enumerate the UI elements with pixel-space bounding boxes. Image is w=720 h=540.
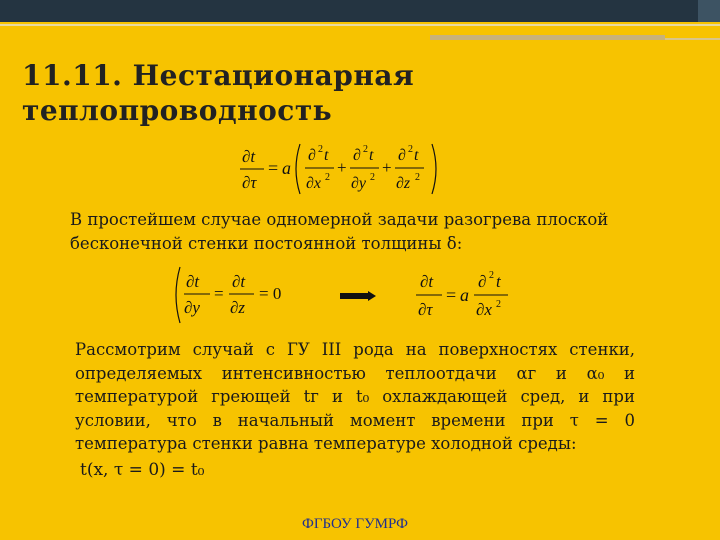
svg-text:=: =: [268, 158, 279, 178]
boundary-condition-paragraph: [75, 338, 635, 456]
svg-text:t: t: [414, 147, 419, 164]
svg-text:∂z: ∂z: [396, 175, 411, 192]
paragraph-line: Рассмотрим случай с ГУ III рода на поверхностях стенки,: [75, 340, 635, 359]
svg-text:t: t: [324, 147, 329, 164]
slide-title-line1: 11.11. Нестационарная: [22, 59, 415, 92]
svg-text:a: a: [282, 158, 291, 178]
heat-equation-formula: [238, 138, 448, 200]
header-bar-dark: [0, 0, 700, 22]
paragraph-line: температура стенки равна температуре холодной среды:: [75, 434, 577, 453]
svg-text:∂x: ∂x: [306, 175, 322, 192]
svg-text:+: +: [337, 158, 347, 177]
svg-text:t: t: [369, 147, 374, 164]
svg-text:2: 2: [489, 270, 494, 281]
svg-text:∂t: ∂t: [420, 272, 434, 291]
intro-line1: В простейшем случае одномерной задачи разогрева плоской: [70, 210, 609, 229]
svg-text:t: t: [496, 272, 501, 291]
planar-condition-formula: [172, 265, 302, 325]
svg-text:2: 2: [318, 144, 323, 155]
implies-arrow-icon: [340, 291, 376, 301]
slide-title-line2: теплопроводность: [22, 94, 333, 127]
header-accent-rule: [430, 35, 665, 40]
svg-text:a: a: [460, 285, 469, 305]
svg-text:∂t: ∂t: [242, 147, 256, 166]
one-dim-heat-equation-formula: [414, 265, 524, 325]
svg-text:∂t: ∂t: [232, 272, 246, 291]
header-rule: [0, 24, 720, 26]
svg-text:2: 2: [408, 144, 413, 155]
svg-text:∂: ∂: [478, 272, 487, 291]
svg-text:2: 2: [363, 144, 368, 155]
svg-text:= 0: = 0: [259, 284, 282, 303]
svg-text:+: +: [382, 158, 392, 177]
header-bar-corner: [698, 0, 720, 22]
svg-text:2: 2: [325, 172, 330, 183]
paragraph-line: температурой греющей tг и t₀ охлаждающей сред, и при: [75, 387, 635, 406]
footer-organization: ФГБОУ ГУМРФ: [302, 516, 408, 532]
svg-text:∂τ: ∂τ: [418, 300, 433, 319]
initial-condition: t(x, τ = 0) = t₀: [80, 460, 205, 480]
svg-text:∂: ∂: [398, 147, 406, 164]
intro-line2: бесконечной стенки постоянной толщины δ:: [70, 234, 463, 253]
svg-text:∂z: ∂z: [230, 298, 246, 317]
intro-paragraph: [70, 208, 630, 256]
header-accent-rule-end: [665, 38, 720, 40]
svg-text:∂: ∂: [308, 147, 316, 164]
slide-title: [22, 58, 582, 128]
svg-text:∂x: ∂x: [476, 300, 492, 319]
svg-text:∂t: ∂t: [186, 272, 200, 291]
svg-text:2: 2: [370, 172, 375, 183]
svg-text:=: =: [214, 284, 224, 303]
paragraph-line: условии, что в начальный момент времени при τ = 0: [75, 410, 635, 430]
paragraph-line: определяемых интенсивностью теплоотдачи αг и α₀ и: [75, 363, 635, 383]
svg-text:2: 2: [496, 299, 501, 310]
svg-text:∂: ∂: [353, 147, 361, 164]
svg-text:∂τ: ∂τ: [242, 173, 257, 192]
svg-text:=: =: [446, 285, 457, 305]
svg-text:2: 2: [415, 172, 420, 183]
svg-text:∂y: ∂y: [184, 298, 200, 317]
svg-text:∂y: ∂y: [351, 175, 367, 192]
